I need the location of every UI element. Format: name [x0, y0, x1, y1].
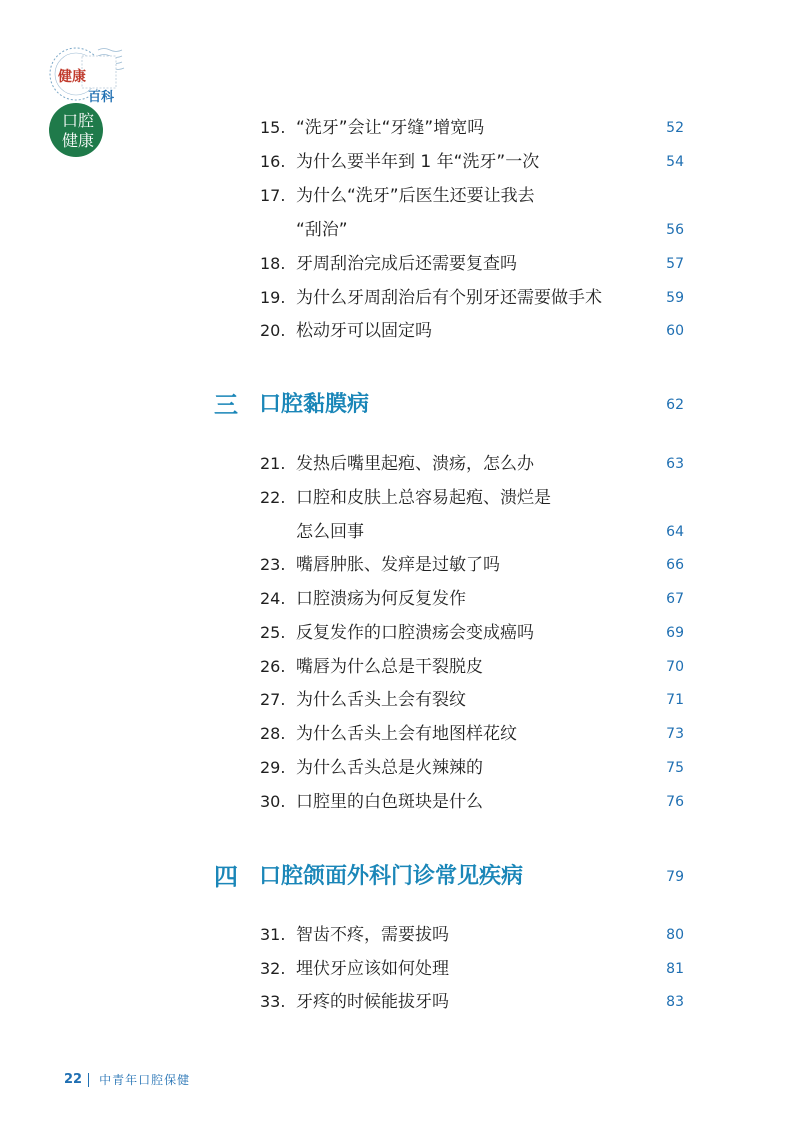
entry-title-continuation: 怎么回事 — [296, 522, 364, 542]
section-heading[interactable] — [214, 857, 684, 897]
entry-page-number: 76 — [666, 794, 684, 810]
entry-page-number: 80 — [666, 927, 684, 943]
entry-page-number: 52 — [666, 120, 684, 136]
entry-number: 25. — [260, 623, 286, 642]
footer-page-number: 22 — [64, 1072, 83, 1087]
entry-number: 20. — [260, 321, 286, 340]
entry-number: 16. — [260, 152, 286, 171]
entry-title: 反复发作的口腔溃疡会变成癌吗 — [296, 623, 534, 643]
toc-entry[interactable] — [256, 684, 684, 716]
toc-entry[interactable] — [256, 651, 684, 683]
entry-title: 口腔和皮肤上总容易起疱、溃烂是 — [296, 488, 551, 508]
entry-title: 松动牙可以固定吗 — [296, 321, 432, 341]
toc-entry[interactable] — [256, 919, 684, 951]
toc-entry[interactable] — [256, 248, 684, 280]
toc-entry[interactable] — [256, 146, 684, 178]
logo-oral-text: 口腔 — [62, 111, 95, 130]
entry-number: 21. — [260, 454, 286, 473]
toc-entry[interactable] — [256, 315, 684, 347]
entry-number: 15. — [260, 118, 286, 137]
section-title: 口腔颌面外科门诊常见疾病 — [259, 864, 524, 889]
entry-number: 22. — [260, 488, 286, 507]
entry-page-number: 54 — [666, 154, 684, 170]
entry-number: 17. — [260, 186, 286, 205]
entry-page-number: 81 — [666, 961, 684, 977]
entry-page-number: 75 — [666, 760, 684, 776]
toc-entry[interactable] — [256, 180, 684, 244]
entry-number: 32. — [260, 959, 286, 978]
entry-title: 口腔里的白色斑块是什么 — [296, 792, 483, 812]
section-page-number: 79 — [666, 869, 684, 885]
entry-page-number: 71 — [666, 692, 684, 708]
entry-title: 口腔溃疡为何反复发作 — [296, 589, 466, 609]
section-number: 三 — [214, 391, 238, 419]
toc-entry[interactable] — [256, 549, 684, 581]
entry-page-number: 57 — [666, 256, 684, 272]
entry-title: 为什么“洗牙”后医生还要让我去 — [296, 186, 535, 206]
logo-health-text: 健康 — [58, 69, 86, 85]
entry-title: 牙疼的时候能拔牙吗 — [296, 992, 449, 1012]
section-title: 口腔黏膜病 — [259, 392, 370, 417]
logo-baike-text: 百科 — [88, 90, 115, 105]
toc-entry[interactable] — [256, 986, 684, 1018]
toc-entry[interactable] — [256, 112, 684, 144]
toc-entry[interactable] — [256, 752, 684, 784]
entry-title: 嘴唇为什么总是干裂脱皮 — [296, 657, 483, 677]
entry-number: 19. — [260, 288, 286, 307]
logo-series-text: 系列 — [114, 116, 122, 134]
entry-title: 为什么牙周刮治后有个别牙还需要做手术 — [296, 288, 602, 308]
entry-number: 27. — [260, 690, 286, 709]
entry-number: 33. — [260, 992, 286, 1011]
entry-page-number: 64 — [666, 524, 684, 540]
entry-page-number: 83 — [666, 994, 684, 1010]
toc-entry[interactable] — [256, 953, 684, 985]
footer-book-title: 中青年口腔保健 — [99, 1073, 191, 1087]
entry-title: 埋伏牙应该如何处理 — [296, 959, 449, 979]
entry-number: 24. — [260, 589, 286, 608]
entry-number: 23. — [260, 555, 286, 574]
entry-title: 嘴唇肿胀、发痒是过敏了吗 — [296, 555, 500, 575]
footer-divider — [88, 1073, 89, 1087]
section-heading[interactable] — [214, 385, 684, 425]
entry-number: 26. — [260, 657, 286, 676]
toc-entry[interactable] — [256, 718, 684, 750]
entry-page-number: 59 — [666, 290, 684, 306]
page-footer — [64, 1070, 190, 1090]
entry-title: 牙周刮治完成后还需要复查吗 — [296, 254, 517, 274]
entry-title: 发热后嘴里起疱、溃疡，怎么办 — [296, 454, 534, 474]
entry-number: 30. — [260, 792, 286, 811]
entry-page-number: 70 — [666, 659, 684, 675]
logo-health-circle-text: 健康 — [62, 131, 95, 150]
entry-page-number: 60 — [666, 323, 684, 339]
entry-page-number: 56 — [666, 222, 684, 238]
entry-title: 为什么舌头总是火辣辣的 — [296, 758, 483, 778]
entry-number: 18. — [260, 254, 286, 273]
toc-entry[interactable] — [256, 617, 684, 649]
entry-page-number: 73 — [666, 726, 684, 742]
toc-entry[interactable] — [256, 786, 684, 818]
entry-title: “洗牙”会让“牙缝”增宽吗 — [296, 118, 485, 138]
entry-number: 28. — [260, 724, 286, 743]
entry-title: 智齿不疼，需要拔吗 — [296, 925, 449, 945]
toc-entry[interactable] — [256, 282, 684, 314]
entry-number: 31. — [260, 925, 286, 944]
entry-title: 为什么要半年到 1 年“洗牙”一次 — [296, 152, 540, 172]
entry-title-continuation: “刮治” — [296, 220, 348, 240]
entry-number: 29. — [260, 758, 286, 777]
entry-page-number: 63 — [666, 456, 684, 472]
entry-page-number: 66 — [666, 557, 684, 573]
entry-title: 为什么舌头上会有裂纹 — [296, 690, 466, 710]
entry-title: 为什么舌头上会有地图样花纹 — [296, 724, 517, 744]
entry-page-number: 67 — [666, 591, 684, 607]
toc-entry[interactable] — [256, 583, 684, 615]
section-number: 四 — [214, 863, 238, 891]
toc-entry[interactable] — [256, 448, 684, 480]
section-page-number: 62 — [666, 397, 684, 413]
entry-page-number: 69 — [666, 625, 684, 641]
toc-entry[interactable] — [256, 482, 684, 546]
series-logo — [28, 32, 138, 162]
